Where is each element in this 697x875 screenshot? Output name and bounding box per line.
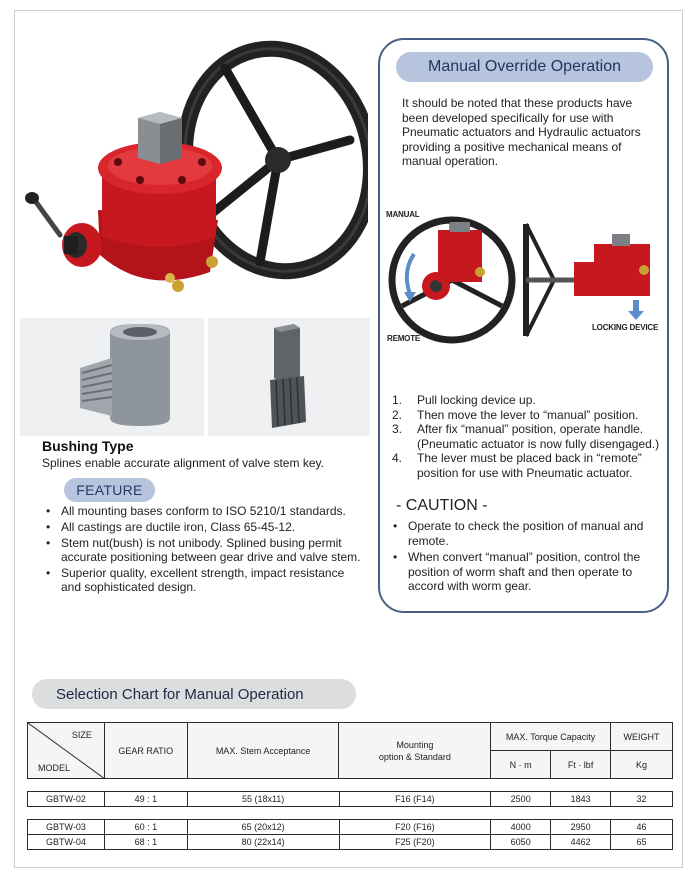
step-text: After fix “manual” position, operate handle. (Pneumatic actuator is now fully disengaged.) — [417, 422, 660, 451]
bushing-part-image — [20, 318, 204, 436]
step-number: 3. — [392, 422, 403, 437]
caution-item: • Operate to check the position of manual and remote. — [392, 519, 666, 548]
table-row — [28, 792, 673, 807]
mounting-header: Mounting option & Standard — [339, 723, 491, 779]
step-text: The lever must be placed back in “remote” position for use with Pneumatic actuator. — [417, 451, 642, 480]
step-item — [392, 393, 672, 408]
bushing-description: Splines enable accurate alignment of valve stem key. — [42, 456, 324, 470]
selection-chart-title: Selection Chart for Manual Operation — [32, 679, 356, 709]
selection-chart-row-group — [27, 791, 673, 807]
selection-chart-row-group — [27, 819, 673, 850]
feature-item: • Stem nut(bush) is not unibody. Splined busing permit accurate positioning between gear drive and valve stem. — [44, 536, 362, 564]
caution-list — [392, 519, 666, 596]
feature-item: • All castings are ductile iron, Class 65-45-12. — [44, 520, 362, 534]
caution-title: - CAUTION - — [396, 497, 488, 514]
ftlbf-cell: 1843 — [551, 792, 611, 807]
step-text: Pull locking device up. — [417, 393, 536, 407]
ratio-cell: 49 : 1 — [104, 792, 187, 807]
kg-cell: 65 — [611, 835, 673, 850]
bushing-title: Bushing Type — [42, 438, 134, 454]
stem-cell: 80 (22x14) — [187, 835, 339, 850]
stem-cell: 65 (20x12) — [187, 820, 339, 835]
feature-heading: FEATURE — [64, 478, 155, 502]
model-cell: GBTW-02 — [28, 792, 105, 807]
size-header: SIZE — [71, 730, 92, 740]
selection-chart-header — [27, 722, 673, 779]
model-header: MODEL — [38, 763, 71, 773]
step-item — [392, 451, 672, 480]
operation-steps — [392, 393, 672, 481]
ftlbf-header: Ft · lbf — [551, 751, 611, 779]
step-item — [392, 422, 672, 451]
step-item — [392, 408, 672, 423]
panel-title: Manual Override Operation — [396, 52, 653, 82]
feature-list — [44, 504, 362, 596]
stem-part-image — [208, 318, 370, 436]
model-cell: GBTW-03 — [28, 820, 105, 835]
ftlbf-cell: 4462 — [551, 835, 611, 850]
step-number: 4. — [392, 451, 403, 466]
kg-cell: 32 — [611, 792, 673, 807]
kg-cell: 46 — [611, 820, 673, 835]
stem-cell: 55 (18x11) — [187, 792, 339, 807]
torque-header: MAX. Torque Capacity — [491, 723, 611, 751]
nm-cell: 2500 — [491, 792, 551, 807]
table-row — [28, 835, 673, 850]
remote-label: REMOTE — [387, 334, 421, 343]
caution-item: • When convert “manual” position, control the position of worm shaft and then operate to accord with worm gear. — [392, 550, 666, 594]
gearbox-handwheel-image — [20, 40, 368, 310]
gear-ratio-header: GEAR RATIO — [104, 723, 187, 779]
feature-item: • All mounting bases conform to ISO 5210/1 standards. — [44, 504, 362, 518]
kg-header: Kg — [611, 751, 673, 779]
mount-cell: F16 (F14) — [339, 792, 491, 807]
manual-label: MANUAL — [386, 210, 420, 219]
step-number: 1. — [392, 393, 403, 407]
nm-cell: 4000 — [491, 820, 551, 835]
step-number: 2. — [392, 407, 403, 422]
stem-header: MAX. Stem Acceptance — [187, 723, 339, 779]
table-row — [28, 820, 673, 835]
locking-device-label: LOCKING DEVICE — [592, 323, 659, 332]
ratio-cell: 60 : 1 — [104, 820, 187, 835]
panel-intro: It should be noted that these products have been developed specifically for use with Pneumatic actuators and Hydraulic actuators providing a positive mechanical means of manual operation. — [402, 96, 641, 168]
model-cell: GBTW-04 — [28, 835, 105, 850]
weight-header: WEIGHT — [611, 723, 673, 751]
ratio-cell: 68 : 1 — [104, 835, 187, 850]
mount-cell: F25 (F20) — [339, 835, 491, 850]
size-model-header — [28, 723, 105, 779]
ftlbf-cell: 2950 — [551, 820, 611, 835]
feature-item: • Superior quality, excellent strength, impact resistance and sophisticated design. — [44, 566, 362, 594]
nm-header: N · m — [491, 751, 551, 779]
nm-cell: 6050 — [491, 835, 551, 850]
step-text: Then move the lever to “manual” position. — [417, 407, 639, 422]
mount-cell: F20 (F16) — [339, 820, 491, 835]
